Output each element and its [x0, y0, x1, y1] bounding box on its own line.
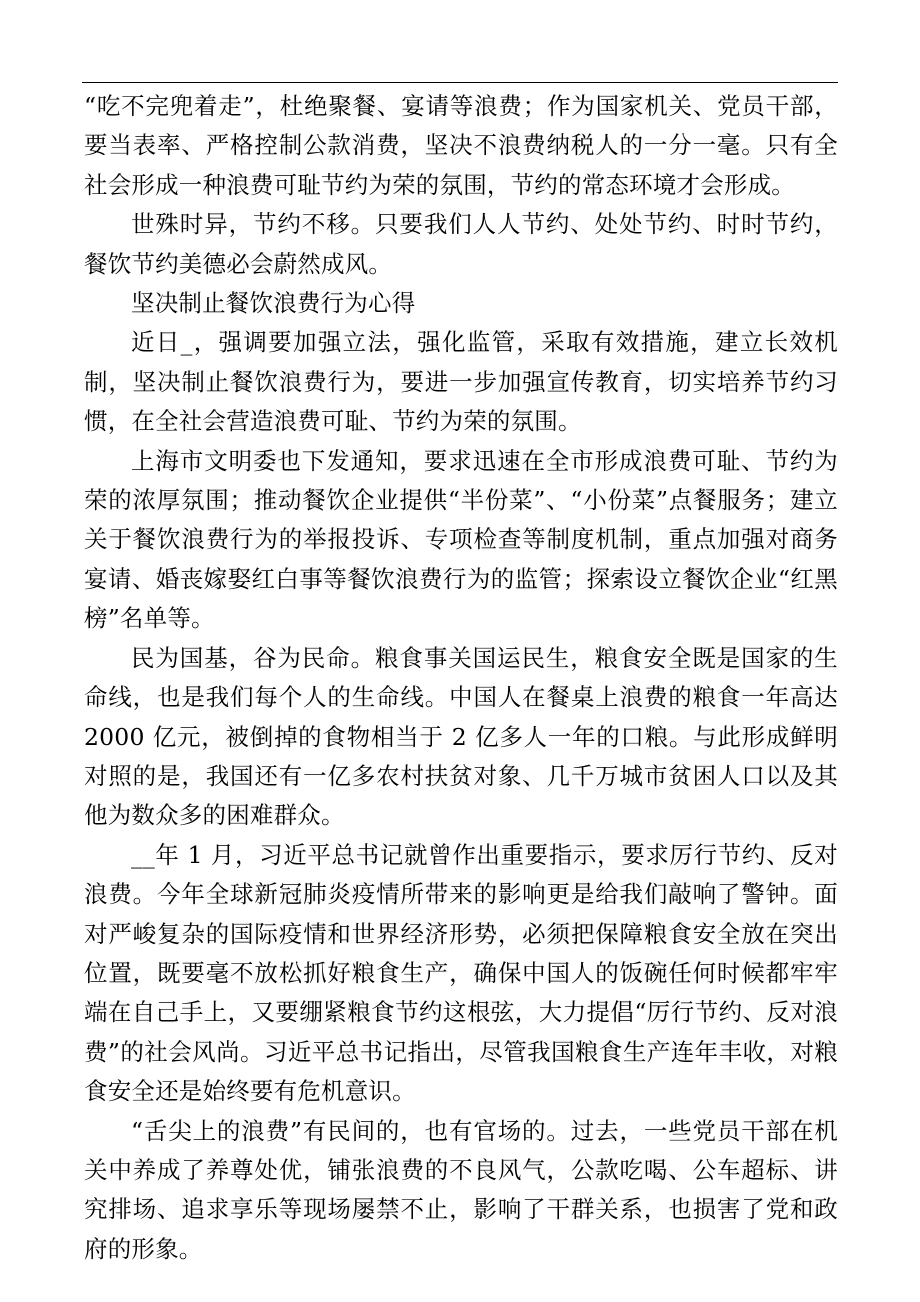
document-body	[84, 87, 838, 1269]
paragraph: 上海市文明委也下发通知，要求迅速在全市形成浪费可耻、节约为荣的浓厚氛围；推动餐饮企业提供“半份菜”、“小份菜”点餐服务；建立关于餐饮浪费行为的举报投诉、专项检查等制度机制，重点加强对商务宴请、婚丧嫁娶红白事等餐饮浪费行为的监管；探索设立餐饮企业“红黑榜”名单等。	[84, 446, 838, 633]
paragraph: 世殊时异，节约不移。只要我们人人节约、处处节约、时时节约，餐饮节约美德必会蔚然成风。	[84, 210, 838, 278]
section-title: 坚决制止餐饮浪费行为心得	[131, 289, 416, 318]
paragraph: 近日_，强调要加强立法，强化监管，采取有效措施，建立长效机制，坚决制止餐饮浪费行为，要进一步加强宣传教育，切实培养节约习惯，在全社会营造浪费可耻、节约为荣的氛围。	[84, 328, 838, 436]
header-rule	[82, 82, 838, 83]
paragraph: 民为国基，谷为民命。粮食事关国运民生，粮食安全既是国家的生命线，也是我们每个人的生命线。中国人在餐桌上浪费的粮食一年高达 2000 亿元，被倒掉的食物相当于 2 亿多人一年的口粮。与此形成鲜明对照的是，我国还有一亿多农村扶贫对象、几千万城市贫困人口以及其他为数众多的困难群众。	[84, 643, 838, 830]
paragraph: __年 1 月，习近平总书记就曾作出重要指示，要求厉行节约、反对浪费。今年全球新冠肺炎疫情所带来的影响更是给我们敲响了警钟。面对严峻复杂的国际疫情和世界经济形势，必须把保障粮食安全放在突出位置，既要毫不放松抓好粮食生产，确保中国人的饭碗任何时候都牢牢端在自己手上，又要绷紧粮食节约这根弦，大力提倡“厉行节约、反对浪费”的社会风尚。习近平总书记指出，尽管我国粮食生产连年丰收，对粮食安全还是始终要有危机意识。	[84, 840, 838, 1106]
paragraph: “舌尖上的浪费”有民间的，也有官场的。过去，一些党员干部在机关中养成了养尊处优，铺张浪费的不良风气，公款吃喝、公车超标、讲究排场、追求享乐等现场屡禁不止，影响了干群关系，也损害了党和政府的形象。	[84, 1116, 838, 1263]
paragraph: “吃不完兜着走”，杜绝聚餐、宴请等浪费；作为国家机关、党员干部，要当表率、严格控制公款消费，坚决不浪费纳税人的一分一毫。只有全社会形成一种浪费可耻节约为荣的氛围，节约的常态环境才会形成。	[84, 92, 838, 199]
